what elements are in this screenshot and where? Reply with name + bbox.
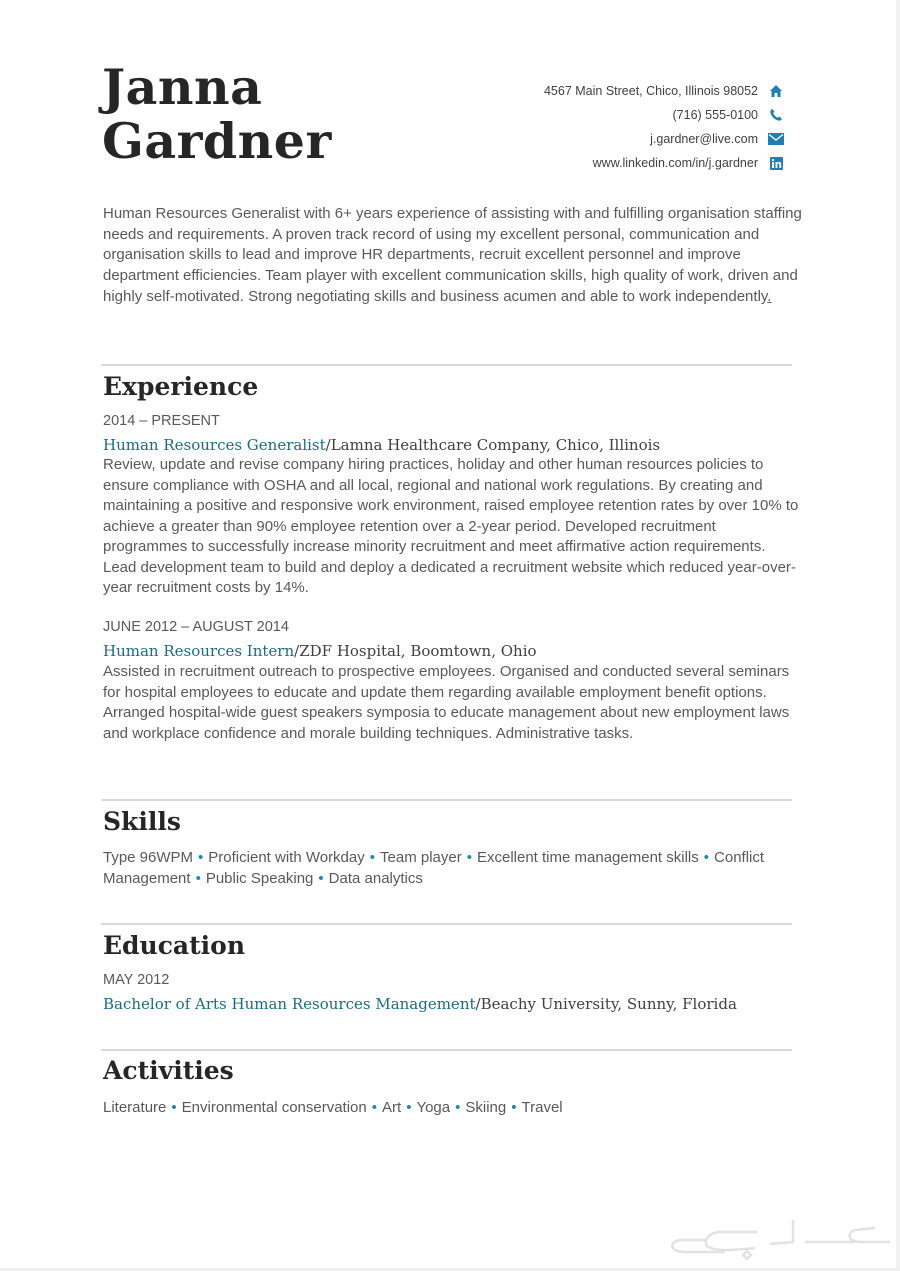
job-title-line — [103, 642, 537, 660]
job-dates: JUNE 2012 – AUGUST 2014 — [103, 619, 289, 635]
skill-item: Type 96WPM — [103, 849, 194, 866]
contact-linkedin[interactable] — [544, 151, 784, 175]
activity-item: Travel — [521, 1099, 563, 1116]
education-dates: MAY 2012 — [103, 972, 170, 988]
section-title-skills: Skills — [103, 807, 181, 836]
job-company: /ZDF Hospital, Boomtown, Ohio — [294, 642, 537, 660]
activity-item: Yoga — [416, 1099, 451, 1116]
job-role: Human Resources Generalist — [103, 436, 326, 454]
section-divider — [101, 364, 792, 366]
skill-item: Excellent time management skills — [476, 849, 699, 866]
first-name: Janna — [102, 58, 263, 116]
address-text: 4567 Main Street, Chico, Illinois 98052 — [543, 84, 758, 98]
job-role: Human Resources Intern — [103, 642, 295, 660]
job-dates: 2014 – PRESENT — [103, 413, 220, 429]
skill-item: Data analytics — [328, 870, 423, 887]
bullet-separator: • — [318, 870, 324, 887]
job-description: Assisted in recruitment outreach to prospective employees. Organised and conducted several seminars for hospital employees to educate and update them regarding available employment benefit options. Arranged hospital-wide guest speakers symposia to educate management about new employment laws and workplace confidence and morale building techniques. Administrative tasks. — [103, 663, 790, 742]
skills-list — [103, 847, 803, 889]
bullet-separator: • — [455, 1099, 461, 1116]
last-name: Gardner — [102, 112, 332, 170]
bullet-separator: • — [371, 1099, 378, 1116]
contact-email[interactable] — [544, 127, 784, 151]
skill-item: Conflict Management — [103, 849, 765, 887]
candidate-name — [102, 60, 332, 168]
bullet-separator: • — [369, 849, 376, 866]
section-divider — [101, 1049, 792, 1051]
skill-item: Team player — [380, 849, 462, 866]
job-company: /Lamna Healthcare Company, Chico, Illinois — [325, 436, 661, 454]
contact-block — [544, 79, 784, 175]
page-edge-right — [896, 0, 900, 1271]
school: /Beachy University, Sunny, Florida — [475, 995, 737, 1013]
bullet-separator: • — [406, 1099, 412, 1116]
skill-item: Proficient with Workday — [208, 849, 365, 866]
section-title-experience: Experience — [103, 372, 259, 401]
bullet-separator: • — [466, 849, 472, 866]
phone-text: (716) 555-0100 — [672, 108, 758, 122]
bullet-separator: • — [198, 849, 204, 866]
skill-item: Public Speaking — [205, 870, 314, 887]
watermark-logo — [665, 1212, 895, 1262]
section-divider — [101, 923, 792, 925]
bullet-separator: • — [703, 849, 710, 866]
linkedin-icon — [768, 155, 784, 171]
phone-icon — [768, 107, 784, 123]
activities-list — [103, 1097, 803, 1118]
section-divider — [101, 799, 792, 801]
contact-address — [544, 79, 784, 103]
activity-item: Art — [382, 1099, 402, 1116]
activity-item: Environmental conservation — [181, 1099, 367, 1116]
education-line — [103, 995, 737, 1013]
section-title-activities: Activities — [103, 1056, 234, 1085]
job-description: Review, update and revise company hiring practices, holiday and other human resources policies to ensure compliance with OSHA and all local, regional and national work regulations. By creating and maintaining a positive and responsive work environment, raised employee retention rates by over 10% to achieve a greater than 90% employee retention over a 2-year period. Developed recruitment programmes to successfully increase minority recruitment and meet affirmative action requirements. Lead development team to build and deploy a dedicated a recruitment website which reduced year-over-year recruitment costs by 14%. — [103, 456, 799, 596]
bullet-separator: • — [171, 1099, 177, 1116]
activity-item: Literature — [103, 1099, 167, 1116]
job-title-line — [103, 436, 660, 454]
summary-text: Human Resources Generalist with 6+ years experience of assisting with and fulfilling organisation staffing needs and requirements. A proven track record of using my excellent personal, communication and organisation skills to lead and improve HR departments, recruit excellent personnel and improve department efficiencies. Team player with excellent communication skills, high quality of work, driven and highly self-motivated. Strong negotiating skills and business acumen and able to work independently — [103, 205, 802, 305]
activity-item: Skiing — [465, 1099, 507, 1116]
bullet-separator: • — [195, 870, 201, 887]
home-icon — [768, 83, 784, 99]
degree: Bachelor of Arts Human Resources Management — [103, 995, 476, 1013]
contact-phone — [544, 103, 784, 127]
bullet-separator: • — [511, 1099, 517, 1116]
section-title-education: Education — [103, 931, 246, 960]
email-icon — [768, 131, 784, 147]
email-text[interactable]: j.gardner@live.com — [650, 132, 758, 146]
linkedin-text[interactable]: www.linkedin.com/in/j.gardner — [592, 156, 758, 170]
summary-trailing: . — [767, 287, 772, 305]
summary-paragraph — [103, 204, 803, 308]
